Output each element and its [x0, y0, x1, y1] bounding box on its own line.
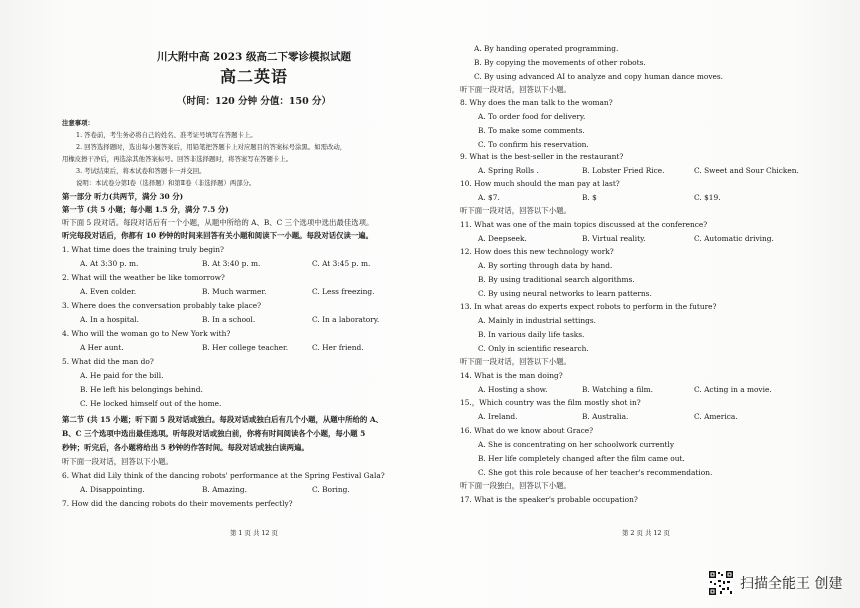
q4-option-c: C. Her friend. — [312, 343, 364, 352]
q4-option-a: A Her aunt. — [80, 343, 124, 352]
notes-title: 注意事项： — [62, 119, 94, 127]
q3-option-b: B. In a school. — [202, 315, 256, 324]
q11-option-c: C. Automatic driving. — [694, 234, 774, 243]
q14-option-b: B. Watching a film. — [582, 385, 653, 394]
q2-stem: 2. What will the weather be like tomorrow? — [62, 273, 225, 282]
q16-option-a: A. She is concentrating on her schoolwork currently — [478, 440, 675, 449]
q10-stem: 10. How much should the man pay at last? — [460, 179, 620, 188]
q14-option-a: A. Hosting a show. — [478, 385, 548, 394]
note-1: 1. 答卷前，考生务必将自己的姓名、准考证号填写在答题卡上。 — [76, 131, 257, 139]
exam-page-1 — [62, 0, 446, 560]
q15-stem: 15.，Which country was the film mostly shot in? — [460, 398, 641, 407]
q7-option-b: B. By copying the movements of other robots. — [474, 58, 646, 67]
note-2-cont: 用橡皮擦干净后，再选涂其他答案标号。回答非选择题时，将答案写在答题卡上。 — [62, 155, 293, 163]
q7-option-a: A. By handing operated programming. — [474, 44, 619, 53]
q12-option-a: A. By sorting through data by hand. — [478, 261, 613, 270]
q12-stem: 12. How does this new technology work? — [460, 247, 614, 256]
q10-option-a: A. $7. — [478, 193, 500, 202]
q9-option-b: B. Lobster Fried Rice. — [582, 166, 665, 175]
q2-option-b: B. Much warmer. — [202, 287, 267, 296]
note-3: 3. 考试结束后，将本试卷和答题卡一并交回。 — [76, 167, 206, 175]
part1-heading: 第一部分 听力(共两节，满分 30 分) — [62, 192, 184, 201]
q10-option-b: B. $ — [582, 193, 597, 202]
q3-stem: 3. Where does the conversation probably take place? — [62, 301, 262, 310]
q13-option-b: B. In various daily life tasks. — [478, 330, 585, 339]
q5-option-a: A. He paid for the bill. — [80, 371, 164, 380]
q11-stem: 11. What was one of the main topics discussed at the conference? — [460, 220, 708, 229]
q9-option-c: C. Sweet and Sour Chicken. — [694, 166, 799, 175]
q9-option-a: A. Spring Rolls . — [478, 166, 539, 175]
page-footer-1: 第 1 页 共 12 页 — [230, 529, 278, 537]
listen-instruction-14: 听下面一段对话，回答以下小题。 — [460, 357, 571, 366]
q6-option-a: A. Disappointing. — [80, 485, 145, 494]
q15-option-b: B. Australia. — [582, 412, 629, 421]
q3-option-c: C. In a laboratory. — [312, 315, 380, 324]
q13-option-c: C. Only in scientific research. — [478, 344, 589, 353]
q17-stem: 17. What is the speaker's probable occupation? — [460, 495, 638, 504]
q5-option-c: C. He locked himself out of the home. — [80, 399, 222, 408]
qr-code-icon — [708, 570, 734, 596]
listen-instruction-6: 听下面一段对话，回答以下小题。 — [62, 457, 173, 466]
q1-stem: 1. What time does the training truly begin? — [62, 245, 225, 254]
listen-instruction-17: 听下面一段独白，回答以下小题。 — [460, 481, 571, 490]
sec2-instruction-2: B、C 三个选项中选出最佳选项。听每段对话或独白前，你将有时间阅读各个小题，每小题 5 — [62, 429, 366, 438]
q6-option-b: B. Amazing. — [202, 485, 247, 494]
q16-option-b: B. Her life completely changed after the film came out. — [478, 454, 685, 463]
q1-option-c: C. At 3:45 p. m. — [312, 259, 371, 268]
q8-option-b: B. To make some comments. — [478, 126, 585, 135]
q8-option-a: A. To order food for delivery. — [478, 112, 586, 121]
q15-option-c: C. America. — [694, 412, 738, 421]
q9-stem: 9. What is the best-seller in the restaurant? — [460, 152, 624, 161]
q11-option-b: B. Virtual reality. — [582, 234, 646, 243]
q13-option-a: A. Mainly in industrial settings. — [478, 316, 596, 325]
school-title: 川大附中高 2023 级高二下零诊模拟试题 — [156, 51, 352, 63]
q8-option-c: C. To confirm his reservation. — [478, 140, 589, 149]
q8-stem: 8. Why does the man talk to the woman? — [460, 98, 613, 107]
q10-option-c: C. $19. — [694, 193, 721, 202]
q2-option-c: C. Less freezing. — [312, 287, 375, 296]
q16-option-c: C. She got this role because of her teacher's recommendation. — [478, 468, 713, 477]
q1-option-b: B. At 3:40 p. m. — [202, 259, 261, 268]
q13-stem: 13. In what areas do experts expect robots to perform in the future? — [460, 302, 717, 311]
q3-option-a: A. In a hospital. — [80, 315, 140, 324]
sec1-instruction-1: 听下面 5 段对话。每段对话后有一个小题，从题中所给的 A、B、C 三个选项中选出最佳选项。 — [62, 218, 374, 227]
sec1-heading: 第一节 (共 5 小题；每小题 1.5 分，满分 7.5 分) — [62, 205, 229, 214]
q14-option-c: C. Acting in a movie. — [694, 385, 772, 394]
q14-stem: 14. What is the man doing? — [460, 371, 563, 380]
sec1-instruction-2: 听完每段对话后，你都有 10 秒钟的时间来回答有关小题和阅读下一小题。每段对话仅读一遍。 — [62, 231, 374, 240]
sec2-instruction-3: 秒钟；听完后，各小题将给出 5 秒钟的作答时间。每段对话或独白读两遍。 — [62, 443, 309, 452]
scanner-watermark — [708, 570, 842, 596]
exam-page-2 — [460, 0, 840, 560]
listen-instruction-8: 听下面一段对话，回答以下小题。 — [460, 85, 571, 94]
q1-option-a: A. At 3:30 p. m. — [80, 259, 139, 268]
time-score: （时间：120 分钟 分值：150 分） — [176, 96, 332, 107]
q7-stem: 7. How did the dancing robots do their movements perfectly? — [62, 499, 293, 508]
sec2-instruction-1: 第二节 (共 15 小题；听下面 5 段对话或独白。每段对话或独白后有几个小题，从题中所给的 A、 — [62, 415, 383, 424]
q5-option-b: B. He left his belongings behind. — [80, 385, 203, 394]
q11-option-a: A. Deepseek. — [478, 234, 527, 243]
q5-stem: 5. What did the man do? — [62, 357, 154, 366]
page-footer-2: 第 2 页 共 12 页 — [622, 529, 670, 537]
note-2: 2. 回答选择题时，选出每小题答案后，用铅笔把答题卡上对应题目的答案标号涂黑。如需改动， — [76, 143, 347, 151]
q15-option-a: A. Ireland. — [478, 412, 518, 421]
q4-stem: 4. Who will the woman go to New York with? — [62, 329, 231, 338]
q6-stem: 6. What did Lily think of the dancing robots' performance at the Spring Festival Gala? — [62, 471, 385, 480]
note-4: 说明：本试卷分第Ⅰ卷（选择题）和第Ⅱ卷（非选择题）两部分。 — [76, 179, 256, 187]
subject-title: 高二英语 — [219, 67, 288, 86]
listen-instruction-11: 听下面一段对话，回答以下小题。 — [460, 206, 571, 215]
q2-option-a: A. Even colder. — [80, 287, 137, 296]
q6-option-c: C. Boring. — [312, 485, 350, 494]
q12-option-b: B. By using traditional search algorithms. — [478, 275, 635, 284]
q7-option-c: C. By using advanced AI to analyze and copy human dance moves. — [474, 72, 724, 81]
watermark-text: 扫描全能王 创建 — [740, 576, 843, 592]
q4-option-b: B. Her college teacher. — [202, 343, 289, 352]
q12-option-c: C. By using neural networks to learn patterns. — [478, 289, 652, 298]
q16-stem: 16. What do we know about Grace? — [460, 426, 594, 435]
